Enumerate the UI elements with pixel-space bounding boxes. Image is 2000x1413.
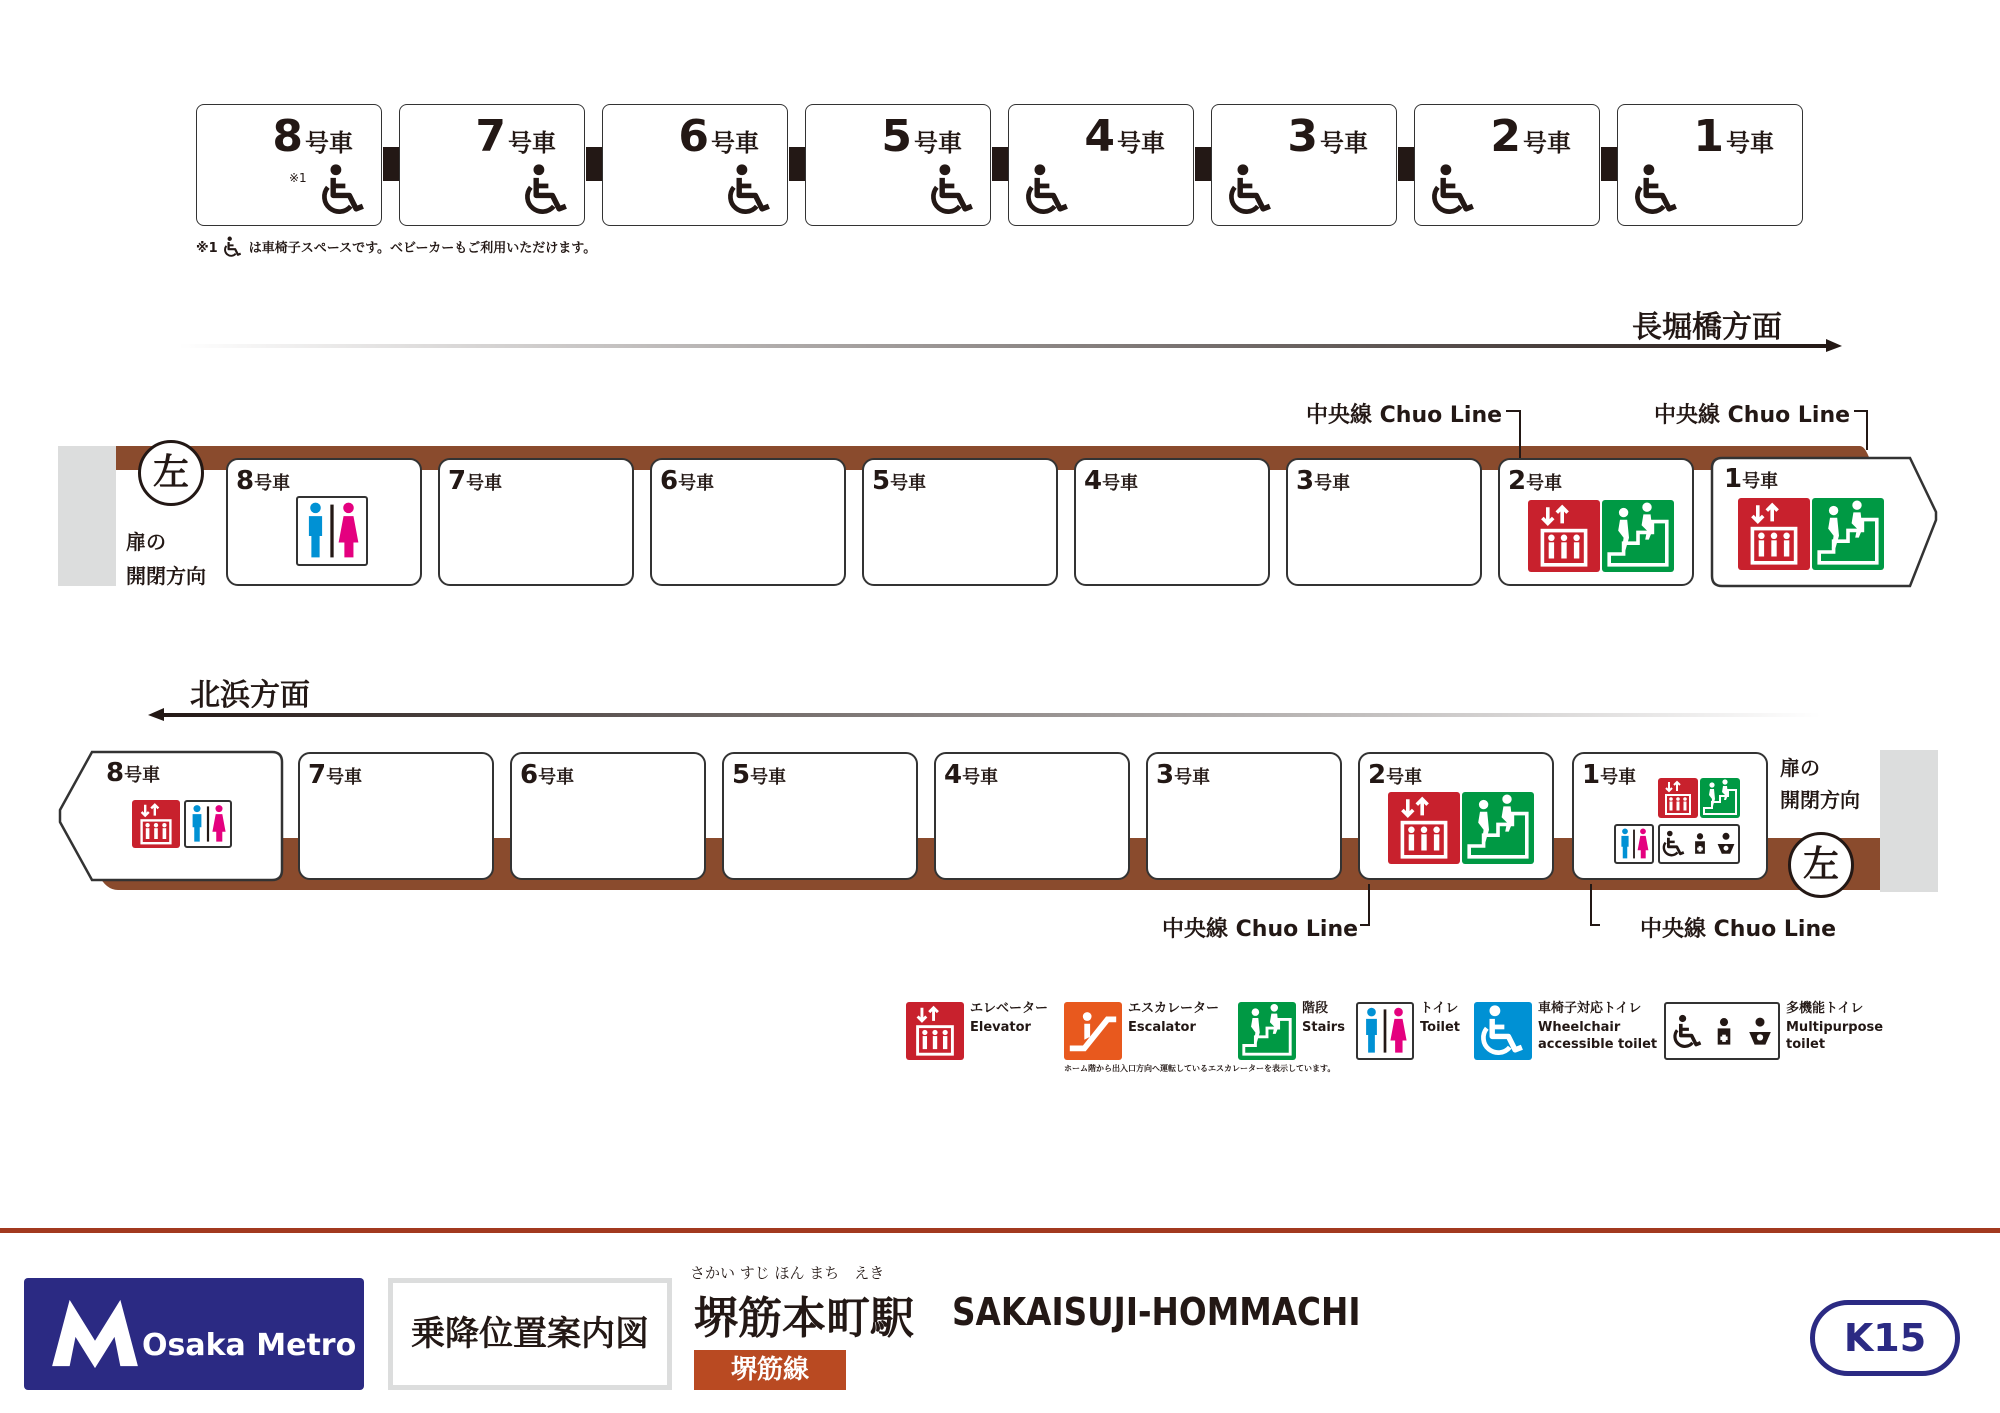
door-direction-label-line2: 開閉方向 [126, 564, 206, 588]
car-number: 1 [1724, 464, 1743, 494]
door-side-badge: 左 [1788, 832, 1854, 898]
car-unit: 号車 [1523, 129, 1571, 157]
legend-elevator-en: Elevator [970, 1020, 1031, 1035]
legend-multi-ja: 多機能トイレ [1786, 1001, 1864, 1016]
wheelchair-note-mark: ※1 [289, 171, 307, 185]
formation-car [1211, 104, 1397, 226]
legend-elevator-ja: エレベーター [970, 1001, 1049, 1016]
car-unit: 号車 [750, 767, 787, 788]
platform-car-7 [298, 752, 494, 880]
car-number: 2 [1490, 111, 1521, 162]
car-unit: 号車 [124, 765, 161, 786]
wheelchair-icon [1474, 1002, 1532, 1060]
platform-wall [58, 446, 116, 586]
platform-car-2 [1498, 458, 1694, 586]
car-coupler [1195, 147, 1211, 181]
car-unit: 号車 [1726, 129, 1774, 157]
multipurpose-toilet-icon [1664, 1002, 1780, 1060]
car-number: 2 [1368, 760, 1387, 790]
wheelchair-footnote [196, 236, 596, 258]
station-name-en: SAKAISUJI-HOMMACHI [952, 1290, 1361, 1334]
escalator-note: ホーム階から出入口方向へ運転しているエスカレーターを表示しています。 [1064, 1064, 1336, 1073]
car-number: 1 [1582, 760, 1601, 790]
formation-car [1414, 104, 1600, 226]
car-coupler [383, 147, 399, 181]
legend-wheelchair-ja: 車椅子対応トイレ [1538, 1001, 1642, 1016]
door-direction-label-line2: 開閉方向 [1780, 788, 1860, 812]
wheelchair-space-icon [1630, 163, 1684, 217]
car-number: 6 [678, 111, 709, 162]
footer-divider [0, 1228, 2000, 1233]
platform-car-6 [650, 458, 846, 586]
direction-label-nagahoribashi: 長堀橋方面 [1632, 310, 1782, 345]
car-number: 4 [1084, 466, 1103, 496]
car-number: 5 [881, 111, 912, 162]
formation-car [1617, 104, 1803, 226]
car-number: 1 [1693, 111, 1724, 162]
stairs-icon [1462, 792, 1534, 864]
car-unit: 号車 [890, 473, 927, 494]
stairs-icon [1700, 778, 1740, 818]
platform-car-8 [226, 458, 422, 586]
elevator-icon [1388, 792, 1460, 864]
car-unit: 号車 [1174, 767, 1211, 788]
platform-car-1 [1572, 752, 1768, 880]
car-number: 4 [944, 760, 963, 790]
station-furigana: さかい すじ ほん まち えき [690, 1264, 885, 1282]
osaka-metro-logo [24, 1278, 364, 1390]
sign-title: 乗降位置案内図 [388, 1278, 672, 1390]
multipurpose-toilet-icon [1658, 824, 1740, 864]
car-coupler [789, 147, 805, 181]
wheelchair-icon [222, 236, 244, 258]
car-number: 5 [872, 466, 891, 496]
formation-car [399, 104, 585, 226]
toilet-icon [1614, 824, 1654, 864]
chuo-line-label: 中央線 Chuo Line [1306, 403, 1503, 428]
car-number: 4 [1084, 111, 1115, 162]
brand-name: Osaka Metro [142, 1328, 357, 1363]
legend-toilet-en: Toilet [1420, 1020, 1461, 1035]
car-unit: 号車 [1320, 129, 1368, 157]
door-direction-label-line1: 扉の [1780, 756, 1820, 780]
car-number: 7 [308, 760, 327, 790]
car-unit: 号車 [1102, 473, 1139, 494]
footnote-text: は車椅子スペースです。ベビーカーもご利用いただけます。 [248, 241, 597, 256]
footnote-mark: ※1 [196, 241, 218, 256]
direction-arrow-nagahoribashi [178, 338, 1848, 356]
platform-car-5 [722, 752, 918, 880]
platform-car-5 [862, 458, 1058, 586]
direction-label-kitahama: 北浜方面 [190, 678, 310, 713]
formation-car [1008, 104, 1194, 226]
chuo-line-label: 中央線 Chuo Line [1162, 917, 1359, 942]
platform-car-1 [1710, 458, 1940, 588]
platform-car-6 [510, 752, 706, 880]
car-unit: 号車 [1742, 471, 1779, 492]
car-number: 6 [520, 760, 539, 790]
platform-car-3 [1146, 752, 1342, 880]
elevator-icon [1658, 778, 1698, 818]
car-unit: 号車 [1117, 129, 1165, 157]
station-code-badge: K15 [1810, 1300, 1960, 1376]
car-coupler [1398, 147, 1414, 181]
car-unit: 号車 [1600, 767, 1637, 788]
car-number: 7 [475, 111, 506, 162]
car-number: 3 [1156, 760, 1175, 790]
car-unit: 号車 [962, 767, 999, 788]
toilet-icon [1356, 1002, 1414, 1060]
car-number: 3 [1287, 111, 1318, 162]
car-unit: 号車 [466, 473, 503, 494]
car-number: 8 [236, 466, 255, 496]
platform-car-7 [438, 458, 634, 586]
door-side-badge: 左 [138, 440, 204, 506]
legend-stairs-ja: 階段 [1302, 1001, 1329, 1016]
legend-wheelchair-en-1: Wheelchair [1538, 1020, 1621, 1035]
elevator-icon [1528, 500, 1600, 572]
elevator-icon [1738, 498, 1810, 570]
formation-car [602, 104, 788, 226]
car-unit: 号車 [678, 473, 715, 494]
wheelchair-space-icon [926, 163, 980, 217]
legend-wheelchair-en-2: accessible toilet [1538, 1037, 1658, 1052]
car-unit: 号車 [1526, 473, 1563, 494]
platform-car-8 [58, 752, 286, 882]
legend-escalator-ja: エスカレーター [1128, 1001, 1220, 1016]
car-unit: 号車 [254, 473, 291, 494]
legend-stairs-en: Stairs [1302, 1020, 1345, 1035]
wheelchair-space-icon [1224, 163, 1278, 217]
elevator-icon [132, 800, 180, 848]
legend-escalator-en: Escalator [1128, 1020, 1196, 1035]
legend-toilet-ja: トイレ [1420, 1001, 1459, 1016]
car-unit: 号車 [711, 129, 759, 157]
platform-car-4 [1074, 458, 1270, 586]
direction-arrow-kitahama [146, 706, 1826, 724]
car-number: 3 [1296, 466, 1315, 496]
car-number: 6 [660, 466, 679, 496]
stairs-icon [1602, 500, 1674, 572]
door-direction-label-line1: 扉の [126, 530, 166, 554]
wheelchair-space-icon [723, 163, 777, 217]
car-unit: 号車 [1386, 767, 1423, 788]
station-name-ja: 堺筋本町駅 [694, 1293, 914, 1344]
platform-car-2 [1358, 752, 1554, 880]
wheelchair-space-icon [1427, 163, 1481, 217]
car-coupler [586, 147, 602, 181]
escalator-icon [1064, 1002, 1122, 1060]
platform-car-3 [1286, 458, 1482, 586]
car-number: 8 [106, 758, 125, 788]
car-unit: 号車 [538, 767, 575, 788]
car-unit: 号車 [326, 767, 363, 788]
car-number: 5 [732, 760, 751, 790]
toilet-icon [184, 800, 232, 848]
car-coupler [1601, 147, 1617, 181]
metro-m-icon [46, 1294, 144, 1372]
wheelchair-space-icon [317, 163, 371, 217]
stairs-icon [1238, 1002, 1296, 1060]
legend-multi-en-1: Multipurpose [1786, 1020, 1884, 1035]
stairs-icon [1812, 498, 1884, 570]
wheelchair-space-icon [520, 163, 574, 217]
elevator-icon [906, 1002, 964, 1060]
car-number: 2 [1508, 466, 1527, 496]
car-number: 8 [272, 111, 303, 162]
chuo-line-label: 中央線 Chuo Line [1640, 917, 1837, 942]
car-unit: 号車 [508, 129, 556, 157]
platform-car-4 [934, 752, 1130, 880]
wheelchair-space-icon [1021, 163, 1075, 217]
formation-car [805, 104, 991, 226]
line-name-tag: 堺筋線 [694, 1350, 846, 1390]
car-coupler [992, 147, 1008, 181]
legend-multi-en-2: toilet [1786, 1037, 1826, 1052]
car-number: 7 [448, 466, 467, 496]
car-unit: 号車 [1314, 473, 1351, 494]
car-unit: 号車 [914, 129, 962, 157]
car-unit: 号車 [305, 129, 353, 157]
formation-car [196, 104, 382, 226]
chuo-line-label: 中央線 Chuo Line [1654, 403, 1851, 428]
toilet-icon [296, 496, 368, 566]
